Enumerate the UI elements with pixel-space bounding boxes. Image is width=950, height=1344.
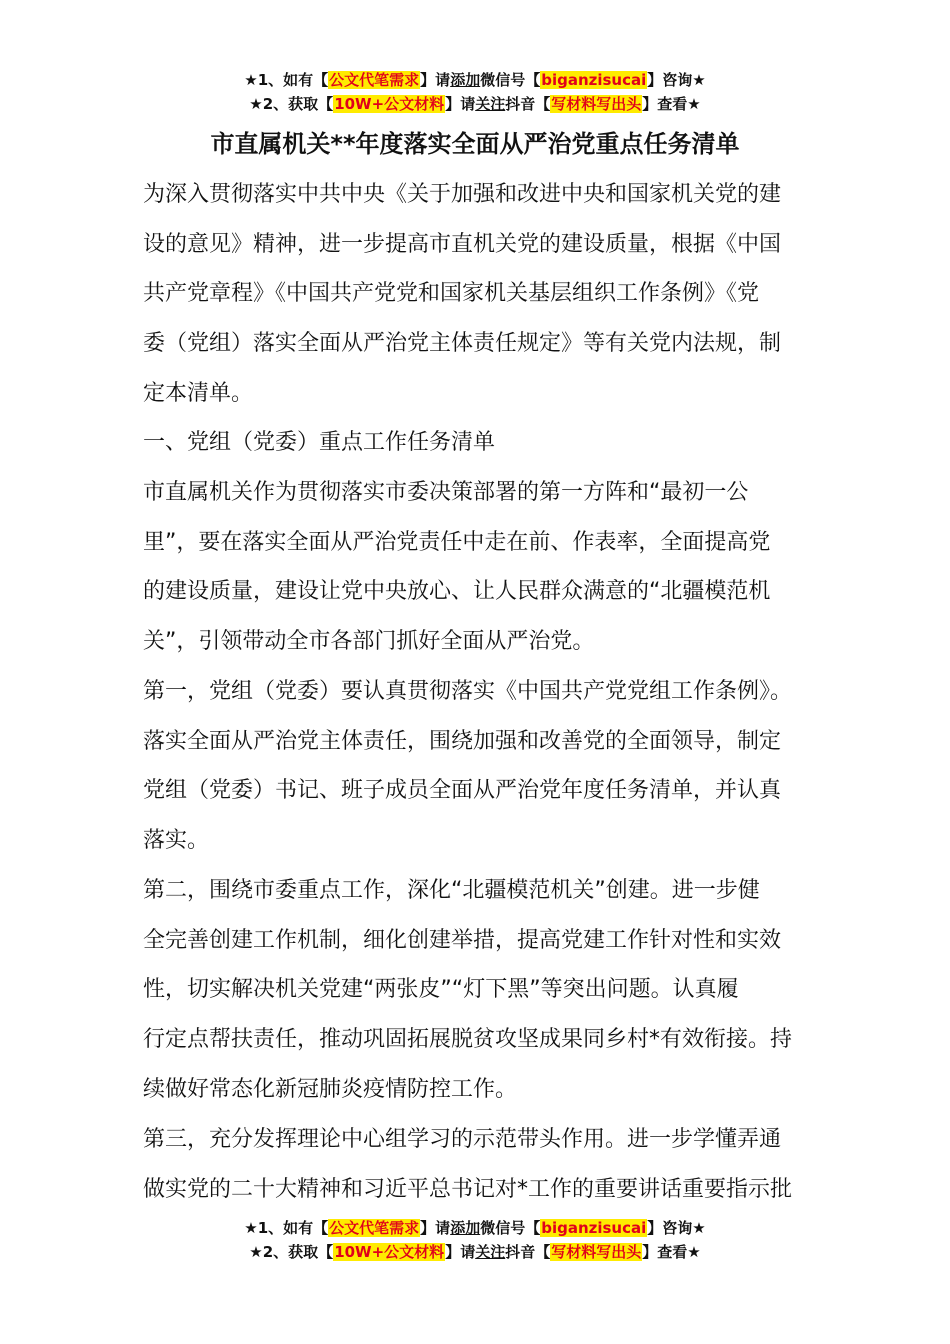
task-item-line: 第一，党组（党委）要认真贯彻落实《中国共产党党组工作条例》。	[143, 679, 793, 704]
section-heading-text: 一、党组（党委）重点工作任务清单	[143, 430, 496, 455]
section-line: 市直属机关作为贯彻落实市委决策部署的第一方阵和“最初一公	[143, 480, 749, 505]
task-item-3	[143, 1115, 823, 1214]
banner-line-1-prefix: ★1、如有【	[244, 71, 329, 89]
banner-line-1-mid-2: 微信号【	[480, 71, 541, 89]
intro-line: 定本清单。	[143, 380, 254, 406]
intro-line: 为深入贯彻落实中共中央《关于加强和改进中央和国家机关党的建	[143, 182, 782, 207]
intro-line: 委（党组）落实全面从严治党主体责任规定》等有关党内法规，制	[143, 331, 782, 357]
banner-line-1-highlight-1: 公文代笔需求	[329, 71, 420, 89]
bottom-banner	[0, 1216, 950, 1264]
banner-line-1-mid-1: 】请	[420, 71, 451, 89]
banner-line-1-highlight-2: biganzisucai	[541, 71, 647, 89]
task-item-line: 落实。	[143, 828, 210, 854]
banner-line-2-highlight-1: 10W+公文材料	[334, 95, 445, 113]
task-item-line: 做实党的二十大精神和习近平总书记对*工作的重要讲话重要指示批	[143, 1176, 793, 1202]
banner-line-1-prefix: ★1、如有【	[244, 1219, 329, 1237]
banner-line-2-highlight-2: 写材料写出头	[551, 1243, 642, 1261]
section-line: 的建设质量，建设让党中央放心、让人民群众满意的“北疆模范机	[143, 579, 771, 605]
banner-line-2-underlined: 关注	[475, 1243, 506, 1261]
banner-line-1-highlight-1: 公文代笔需求	[329, 1219, 420, 1237]
banner-line-2	[0, 92, 950, 116]
section-heading	[143, 418, 823, 468]
banner-line-2-mid-2: 抖音【	[505, 95, 551, 113]
section-line: 关”，引领带动全市各部门抓好全面从严治党。	[143, 629, 595, 655]
section-paragraph	[143, 468, 823, 667]
banner-line-1-underlined: 添加	[450, 1219, 481, 1237]
banner-line-2-suffix: 】查看★	[642, 95, 701, 113]
banner-line-2-mid-1: 】请	[445, 1243, 476, 1261]
banner-line-2-underlined: 关注	[475, 95, 506, 113]
banner-line-1-highlight-2: biganzisucai	[541, 1219, 647, 1237]
top-banner	[0, 68, 950, 116]
task-item-line: 落实全面从严治党主体责任，围绕加强和改善党的全面领导，制定	[143, 728, 782, 754]
task-item-1	[143, 667, 823, 866]
banner-line-2-mid-1: 】请	[445, 95, 476, 113]
banner-line-2-prefix: ★2、获取【	[249, 1243, 334, 1261]
banner-line-1-suffix: 】咨询★	[647, 1219, 706, 1237]
task-item-line: 党组（党委）书记、班子成员全面从严治党年度任务清单，并认真	[143, 778, 782, 804]
intro-paragraph	[143, 170, 823, 418]
banner-line-2	[0, 1240, 950, 1264]
section-line: 里”，要在落实全面从严治党责任中走在前、作表率，全面提高党	[143, 529, 771, 555]
banner-line-1-suffix: 】咨询★	[647, 71, 706, 89]
banner-line-2-suffix: 】查看★	[642, 1243, 701, 1261]
task-item-2	[143, 866, 823, 1114]
task-item-line: 性，切实解决机关党建“两张皮”“灯下黑”等突出问题。认真履	[143, 977, 739, 1003]
task-item-line: 行定点帮扶责任，推动巩固拓展脱贫攻坚成果同乡村*有效衔接。持	[143, 1027, 793, 1053]
banner-line-2-prefix: ★2、获取【	[249, 95, 334, 113]
task-item-line: 续做好常态化新冠肺炎疫情防控工作。	[143, 1076, 518, 1102]
intro-line: 共产党章程》《中国共产党党和国家机关基层组织工作条例》《党	[143, 281, 760, 307]
intro-line: 设的意见》精神，进一步提高市直机关党的建设质量，根据《中国	[143, 231, 782, 257]
banner-line-1	[0, 68, 950, 92]
document-title: 市直属机关**年度落实全面从严治党重点任务清单	[210, 130, 740, 158]
banner-line-1-mid-1: 】请	[420, 1219, 451, 1237]
banner-line-1-underlined: 添加	[450, 71, 481, 89]
banner-line-2-highlight-1: 10W+公文材料	[334, 1243, 445, 1261]
task-item-line: 第三，充分发挥理论中心组学习的示范带头作用。进一步学懂弄通	[143, 1127, 782, 1152]
banner-line-2-highlight-2: 写材料写出头	[551, 95, 642, 113]
banner-line-2-mid-2: 抖音【	[505, 1243, 551, 1261]
task-item-line: 第二，围绕市委重点工作，深化“北疆模范机关”创建。进一步健	[143, 878, 760, 903]
banner-line-1-mid-2: 微信号【	[480, 1219, 541, 1237]
task-item-line: 全完善创建工作机制，细化创建举措，提高党建工作针对性和实效	[143, 927, 782, 953]
banner-line-1	[0, 1216, 950, 1240]
